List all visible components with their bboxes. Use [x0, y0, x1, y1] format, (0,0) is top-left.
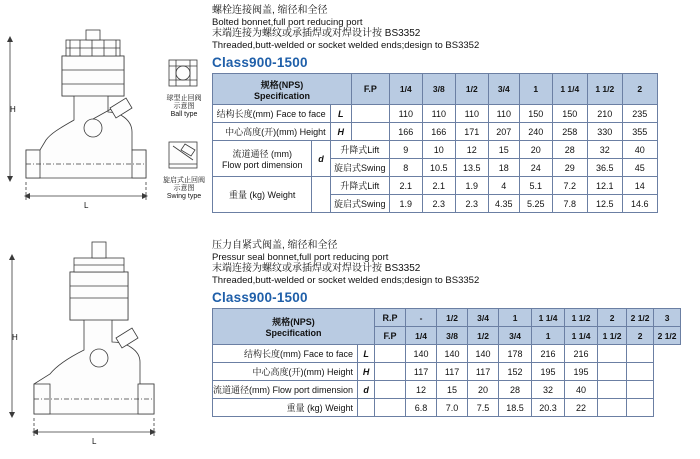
cell [598, 345, 627, 363]
cell: 45 [622, 159, 657, 177]
cell: 171 [455, 123, 488, 141]
cell: 110 [389, 105, 422, 123]
cell [375, 381, 406, 399]
row-label-cn: 中心高度(开)(mm) [252, 367, 325, 377]
cell: 1.9 [389, 195, 422, 213]
cell: 240 [519, 123, 552, 141]
cell [627, 345, 654, 363]
cell: 195 [565, 363, 598, 381]
cell: 12.5 [587, 195, 622, 213]
rp-size-cell: 1 1/4 [532, 309, 565, 327]
cell: 40 [565, 381, 598, 399]
header-line4: Threaded,butt-welded or socket welded ends;design to BS3352 [212, 39, 480, 51]
sub-label: 旋启式Swing [330, 159, 389, 177]
row-label-en: Flow port dimension [272, 385, 354, 395]
rp-header: R.P [375, 309, 406, 327]
cell: 7.8 [552, 195, 587, 213]
cell: 110 [488, 105, 519, 123]
cell [375, 345, 406, 363]
size-cell: 1/4 [389, 74, 422, 105]
ball-type-icon [163, 56, 203, 90]
cell: 140 [406, 345, 437, 363]
rp-size-cell: 2 1/2 [627, 309, 654, 327]
fp-size-cell: 2 1/2 [654, 327, 681, 345]
header-line3: 末端连接为螺纹或承插焊或对焊设计按 BS3352 [212, 263, 421, 274]
cell: 216 [532, 345, 565, 363]
row-label-cn: 结构长度(mm) [244, 349, 302, 359]
spec-header-cn: 规格(NPS) [272, 317, 315, 327]
cell: 2.3 [455, 195, 488, 213]
row-label-en: Height [299, 127, 326, 137]
cell: 117 [468, 363, 499, 381]
cell: 7.0 [437, 399, 468, 417]
table-row [213, 105, 658, 123]
valve-diagram-svg-2 [0, 232, 205, 459]
cell: 29 [552, 159, 587, 177]
swing-type-icon-group [163, 138, 205, 201]
cell: 117 [437, 363, 468, 381]
fp-size-cell: 1/4 [406, 327, 437, 345]
fp-size-cell: 1 1/2 [598, 327, 627, 345]
cell: 152 [499, 363, 532, 381]
rp-size-cell: 3/4 [468, 309, 499, 327]
cell: 14 [622, 177, 657, 195]
row-symbol: d [358, 381, 375, 399]
row-symbol [312, 177, 330, 213]
row-label-en: Height [327, 367, 354, 377]
cell: 4.35 [488, 195, 519, 213]
header-line1: 螺栓连接阀盖, 缩径和全径 [212, 5, 328, 16]
row-label-en: Face to face [303, 349, 354, 359]
dim-label-L: L [84, 201, 89, 210]
spec-header-cell [213, 74, 352, 105]
fp-size-cell: 1 1/4 [565, 327, 598, 345]
header-line2: Pressur seal bonnet,full port reducing port [212, 251, 389, 263]
rp-size-cell: 3 [654, 309, 681, 327]
dim-label-L-2: L [92, 437, 97, 446]
size-cell: 3/8 [422, 74, 455, 105]
spec-table-2 [212, 308, 681, 417]
cell: 166 [422, 123, 455, 141]
cell: 1.9 [455, 177, 488, 195]
row-symbol: H [330, 123, 351, 141]
class-title-2: Class900-1500 [212, 290, 308, 305]
dim-label-H-2: H [12, 333, 18, 342]
table-row [213, 177, 658, 195]
rp-size-cell: 1 [499, 309, 532, 327]
cell: 258 [552, 123, 587, 141]
cell: 36.5 [587, 159, 622, 177]
swing-type-label-cn: 旋启式止回阀 示意图 [163, 177, 205, 192]
table-row [213, 381, 681, 399]
cell: 20 [519, 141, 552, 159]
cell: 7.5 [468, 399, 499, 417]
cell: 5.25 [519, 195, 552, 213]
header-line3: 末端连接为螺纹或承插焊或对焊设计按 BS3352 [212, 28, 421, 39]
ball-type-label-en: Ball type [170, 111, 198, 118]
table-row [213, 345, 681, 363]
ball-type-label-cn: 球型止回阀 示意图 [166, 95, 202, 110]
fp-size-cell: 1 [532, 327, 565, 345]
cell: 20.3 [532, 399, 565, 417]
row-label [213, 141, 312, 177]
row-label-cn: 流道通径 (mm) [232, 149, 292, 159]
rp-size-cell: 2 [598, 309, 627, 327]
rp-size-cell: - [406, 309, 437, 327]
cell: 15 [488, 141, 519, 159]
cell [598, 363, 627, 381]
cell [598, 381, 627, 399]
row-label [213, 105, 331, 123]
cell [627, 363, 654, 381]
cell: 12.1 [587, 177, 622, 195]
cell: 178 [499, 345, 532, 363]
cell: 32 [532, 381, 565, 399]
header-line1: 压力自紧式阀盖, 缩径和全径 [212, 240, 338, 251]
cell: 207 [488, 123, 519, 141]
cell: 40 [622, 141, 657, 159]
row-label-en: Weight [267, 190, 296, 200]
spec-table-1 [212, 73, 658, 213]
cell: 166 [389, 123, 422, 141]
fp-size-cell: 2 [627, 327, 654, 345]
row-label [213, 363, 358, 381]
cell [627, 399, 654, 417]
sub-label: 旋启式Swing [330, 195, 389, 213]
cell: 12 [406, 381, 437, 399]
cell: 13.5 [455, 159, 488, 177]
cell: 140 [468, 345, 499, 363]
row-label [213, 177, 312, 213]
spec-header-en: Specification [253, 90, 310, 101]
cell: 22 [565, 399, 598, 417]
cell [598, 399, 627, 417]
section-class900-1500-pressure-seal [0, 232, 700, 459]
row-label-en: Flow port dimension [221, 160, 303, 170]
row-symbol: d [312, 141, 330, 177]
row-label [213, 399, 358, 417]
ball-type-icon-group [163, 56, 205, 119]
row-label [213, 123, 331, 141]
table-row [213, 363, 681, 381]
header-line4: Threaded,butt-welded or socket welded ends;design to BS3352 [212, 274, 480, 286]
size-cell: 1/2 [455, 74, 488, 105]
cell: 150 [519, 105, 552, 123]
spec-header-cn: 规格(NPS) [260, 79, 304, 90]
size-cell: 1 1/4 [552, 74, 587, 105]
cell: 110 [455, 105, 488, 123]
cell: 15 [437, 381, 468, 399]
swing-type-icon [163, 138, 203, 172]
fp-header: F.P [375, 327, 406, 345]
table-row [213, 123, 658, 141]
row-symbol: H [358, 363, 375, 381]
dim-label-H: H [10, 105, 16, 114]
cell: 216 [565, 345, 598, 363]
cell: 330 [587, 123, 622, 141]
fp-size-cell: 3/4 [499, 327, 532, 345]
header-block-1 [212, 5, 479, 51]
row-label-cn: 流道通径(mm) [213, 385, 270, 395]
table-header-row [213, 309, 681, 327]
fp-size-cell: 1/2 [468, 327, 499, 345]
cell: 4 [488, 177, 519, 195]
fp-header: F.P [352, 74, 390, 105]
header-line2: Bolted bonnet,full port reducing port [212, 16, 363, 28]
row-label-en: Face to face [276, 109, 326, 119]
row-symbol: L [358, 345, 375, 363]
cell: 2.3 [422, 195, 455, 213]
row-label-cn: 结构长度(mm) [216, 109, 274, 119]
cell: 32 [587, 141, 622, 159]
row-symbol: L [330, 105, 351, 123]
cell: 195 [532, 363, 565, 381]
rp-size-cell: 1/2 [437, 309, 468, 327]
spec-header-en: Specification [265, 328, 322, 338]
spec-header-cell [213, 309, 375, 345]
row-label-cn: 重量 (kg) [229, 190, 266, 200]
header-block-2 [212, 240, 479, 286]
row-label [213, 345, 358, 363]
cell: 20 [468, 381, 499, 399]
class-title-1: Class900-1500 [212, 55, 308, 70]
cell: 8 [389, 159, 422, 177]
cell: 18.5 [499, 399, 532, 417]
table-row [213, 141, 658, 159]
table-row [213, 399, 681, 417]
cell: 140 [437, 345, 468, 363]
cell [627, 381, 654, 399]
cell: 18 [488, 159, 519, 177]
size-cell: 1 [519, 74, 552, 105]
table-header-row [213, 74, 658, 105]
cell: 355 [622, 123, 657, 141]
cell [352, 123, 390, 141]
cell: 6.8 [406, 399, 437, 417]
cell: 12 [455, 141, 488, 159]
row-label [213, 381, 358, 399]
cell: 9 [389, 141, 422, 159]
cell: 7.2 [552, 177, 587, 195]
cell: 117 [406, 363, 437, 381]
cell: 14.6 [622, 195, 657, 213]
cell: 5.1 [519, 177, 552, 195]
valve-drawing-pressure-seal [0, 232, 205, 459]
cell [375, 399, 406, 417]
sub-label: 升降式Lift [330, 177, 389, 195]
row-label-cn: 中心高度(开)(mm) [225, 127, 298, 137]
cell: 24 [519, 159, 552, 177]
cell [375, 363, 406, 381]
cell: 10 [422, 141, 455, 159]
cell: 110 [422, 105, 455, 123]
cell: 10.5 [422, 159, 455, 177]
sub-label: 升降式Lift [330, 141, 389, 159]
cell: 28 [552, 141, 587, 159]
size-cell: 3/4 [488, 74, 519, 105]
cell: 2.1 [422, 177, 455, 195]
cell: 2.1 [389, 177, 422, 195]
size-cell: 2 [622, 74, 657, 105]
cell: 210 [587, 105, 622, 123]
row-label-en: Weight [325, 403, 354, 413]
rp-size-cell: 1 1/2 [565, 309, 598, 327]
size-cell: 1 1/2 [587, 74, 622, 105]
row-symbol [358, 399, 375, 417]
cell: 235 [622, 105, 657, 123]
row-label-cn: 重量 (kg) [286, 403, 323, 413]
cell: 28 [499, 381, 532, 399]
swing-type-label-en: Swing type [166, 193, 202, 200]
fp-size-cell: 3/8 [437, 327, 468, 345]
cell [352, 105, 390, 123]
cell: 150 [552, 105, 587, 123]
